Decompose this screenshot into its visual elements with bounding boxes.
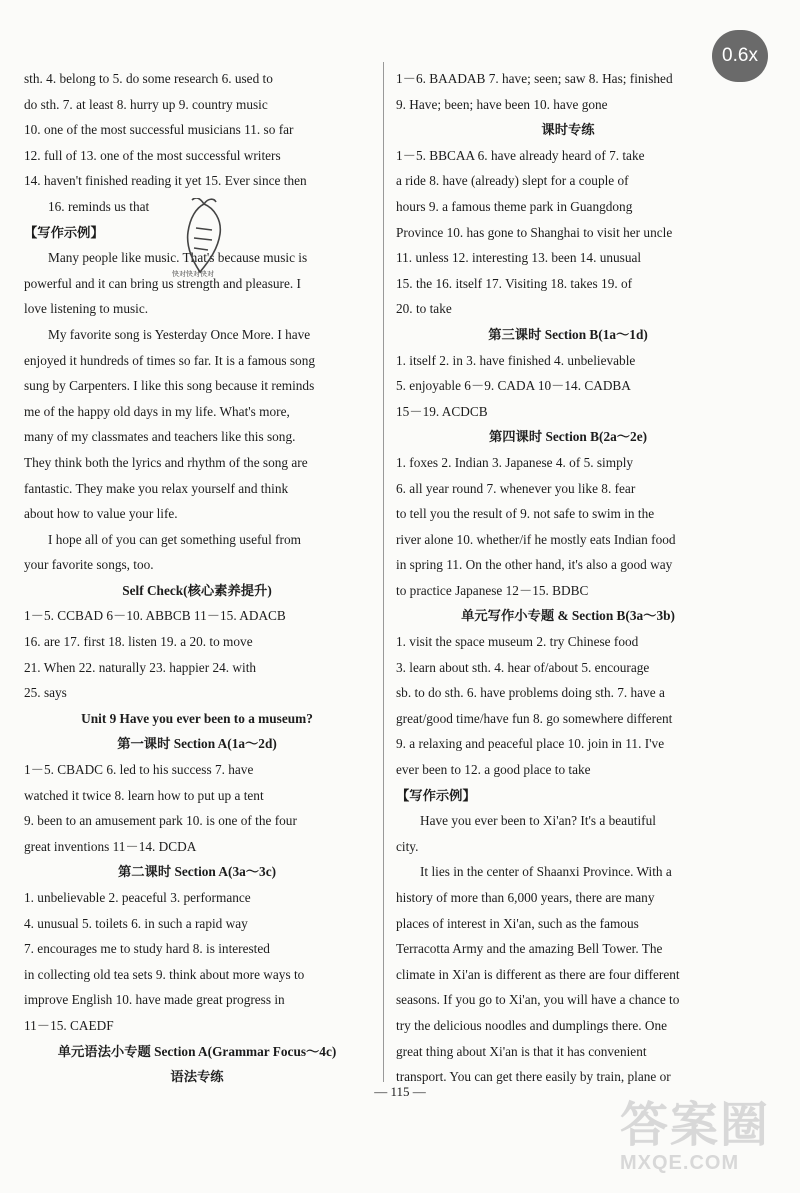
left-line: 1. unbelievable 2. peaceful 3. performance xyxy=(24,890,251,905)
left-line: me of the happy old days in my life. What's more, xyxy=(24,403,290,419)
right-line: 1. foxes 2. Indian 3. Japanese 4. of 5. simply xyxy=(396,454,634,470)
right-line: places of interest in Xi'an, such as the famous xyxy=(396,915,639,931)
left-line: many of my classmates and teachers like this song. xyxy=(24,429,296,445)
right-line: a ride 8. have (already) slept for a couple of xyxy=(396,173,629,189)
left-line: fantastic. They make you relax yourself and think xyxy=(24,480,289,496)
right-line: 第四课时 Section B(2a～2e) xyxy=(488,429,648,445)
left-line: 4. unusual 5. toilets 6. in such a rapid way xyxy=(24,915,248,931)
right-line: in spring 11. On the other hand, it's also a good way xyxy=(396,557,673,573)
left-line: 【写作示例】 xyxy=(24,224,104,240)
left-line: great inventions 11－14. DCDA xyxy=(24,838,197,854)
right-line: 1. itself 2. in 3. have finished 4. unbelievable xyxy=(396,352,636,368)
page-number: — 115 — xyxy=(374,1084,426,1099)
right-line: history of more than 6,000 years, there are many xyxy=(396,890,655,905)
right-line: 15. the 16. itself 17. Visiting 18. takes 19. of xyxy=(396,275,633,291)
right-line: 1. visit the space museum 2. try Chinese food xyxy=(396,634,639,650)
right-line: ever been to 12. a good place to take xyxy=(396,762,591,778)
right-line: 9. Have; been; have been 10. have gone xyxy=(396,96,608,112)
right-line: hours 9. a famous theme park in Guangdong xyxy=(396,198,633,214)
left-line: 16. are 17. first 18. listen 19. a 20. to move xyxy=(24,634,253,650)
left-line: 16. reminds us that xyxy=(48,198,150,214)
left-line: sth. 4. belong to 5. do some research 6. used to xyxy=(24,71,273,86)
right-line: 课时专练 xyxy=(541,122,595,138)
right-line: Province 10. has gone to Shanghai to visit her uncle xyxy=(396,224,673,240)
left-line: 第二课时 Section A(3a～3c) xyxy=(117,864,277,880)
left-line: My favorite song is Yesterday Once More. I have xyxy=(48,326,311,342)
left-line: 21. When 22. naturally 23. happier 24. with xyxy=(24,659,257,675)
right-line: Terracotta Army and the amazing Bell Tower. The xyxy=(396,941,663,957)
left-line: 单元语法小专题 Section A(Grammar Focus～4c) xyxy=(57,1043,337,1059)
right-line: great/good time/have fun 8. go somewhere different xyxy=(396,710,673,726)
left-line: sung by Carpenters. I like this song because it reminds xyxy=(24,378,315,394)
right-line: 9. a relaxing and peaceful place 10. join in 11. I've xyxy=(396,736,665,752)
carrot-stamp-icon xyxy=(166,198,242,278)
left-line: enjoyed it hundreds of times so far. It is a famous song xyxy=(24,352,316,368)
left-line: 语法专练 xyxy=(170,1069,224,1085)
left-line: 第一课时 Section A(1a～2d) xyxy=(117,736,277,752)
left-line: love listening to music. xyxy=(24,301,149,317)
right-line: 5. enjoyable 6－9. CADA 10－14. CADBA xyxy=(396,378,631,394)
right-line: river alone 10. whether/if he mostly eats Indian food xyxy=(396,531,676,547)
left-line: 11－15. CAEDF xyxy=(24,1017,114,1033)
left-line: 10. one of the most successful musicians 11. so far xyxy=(24,122,294,138)
right-line: sb. to do sth. 6. have problems doing sth. 7. have a xyxy=(396,685,665,701)
right-line: 6. all year round 7. whenever you like 8. fear xyxy=(396,480,636,496)
right-line: seasons. If you go to Xi'an, you will have a chance to xyxy=(396,992,680,1008)
watermark-logo: 答案圈 xyxy=(620,1099,771,1152)
right-line: transport. You can get there easily by train, plane or xyxy=(396,1069,671,1085)
left-line: watched it twice 8. learn how to put up a tent xyxy=(24,787,264,803)
right-line: climate in Xi'an is different as there are four different xyxy=(396,966,680,982)
right-line: city. xyxy=(396,838,419,854)
left-line: 12. full of 13. one of the most successful writers xyxy=(24,147,281,163)
left-line: do sth. 7. at least 8. hurry up 9. country music xyxy=(24,96,268,112)
column-divider xyxy=(383,62,384,1082)
watermark-url: MXQE.COM xyxy=(620,1152,740,1174)
right-line: 3. learn about sth. 4. hear of/about 5. encourage xyxy=(396,659,650,675)
left-line: I hope all of you can get something useful from xyxy=(48,531,301,547)
left-line: They think both the lyrics and rhythm of the song are xyxy=(24,454,308,470)
right-line: to practice Japanese 12－15. BDBC xyxy=(396,582,589,598)
playback-speed-badge[interactable]: 0.6x xyxy=(712,30,768,82)
left-line: 14. haven't finished reading it yet 15. Ever since then xyxy=(24,173,307,189)
left-line: Many people like music. That's because music is xyxy=(48,250,308,266)
right-line: try the delicious noodles and dumplings there. One xyxy=(396,1017,668,1033)
left-line: 7. encourages me to study hard 8. is interested xyxy=(24,941,270,957)
left-line: 1－5. CCBAD 6－10. ABBCB 11－15. ADACB xyxy=(24,608,286,624)
left-line: 25. says xyxy=(24,685,67,701)
right-line: It lies in the center of Shaanxi Province. With a xyxy=(420,864,672,880)
right-line: 20. to take xyxy=(396,301,452,317)
right-column xyxy=(396,66,740,1090)
right-line: to tell you the result of 9. not safe to swim in the xyxy=(396,506,655,522)
left-line: Self Check(核心素养提升) xyxy=(122,582,272,598)
left-line: 1－5. CBADC 6. led to his success 7. have xyxy=(24,762,254,778)
watermark xyxy=(620,1100,790,1186)
right-line: great thing about Xi'an is that it has convenient xyxy=(396,1043,647,1059)
left-line: your favorite songs, too. xyxy=(24,557,154,573)
left-line: Unit 9 Have you ever been to a museum? xyxy=(81,710,313,726)
right-line: 1－6. BAADAB 7. have; seen; saw 8. Has; finished xyxy=(396,71,673,86)
right-line: 第三课时 Section B(1a～1d) xyxy=(488,326,648,342)
right-line: 11. unless 12. interesting 13. been 14. unusual xyxy=(396,250,642,266)
stamp-label: 快对快对快对 xyxy=(172,270,214,278)
left-line: 9. been to an amusement park 10. is one of the four xyxy=(24,813,297,829)
right-line: 15－19. ACDCB xyxy=(396,403,488,419)
right-line: 1－5. BBCAA 6. have already heard of 7. take xyxy=(396,147,645,163)
right-line: Have you ever been to Xi'an? It's a beautiful xyxy=(420,813,656,829)
right-line: 【写作示例】 xyxy=(396,787,476,803)
left-line: improve English 10. have made great progress in xyxy=(24,992,285,1008)
left-line: in collecting old tea sets 9. think about more ways to xyxy=(24,966,305,982)
left-line: about how to value your life. xyxy=(24,506,178,522)
left-line: powerful and it can bring us strength and pleasure. I xyxy=(24,275,301,291)
right-line: 单元写作小专题 & Section B(3a～3b) xyxy=(461,608,675,624)
